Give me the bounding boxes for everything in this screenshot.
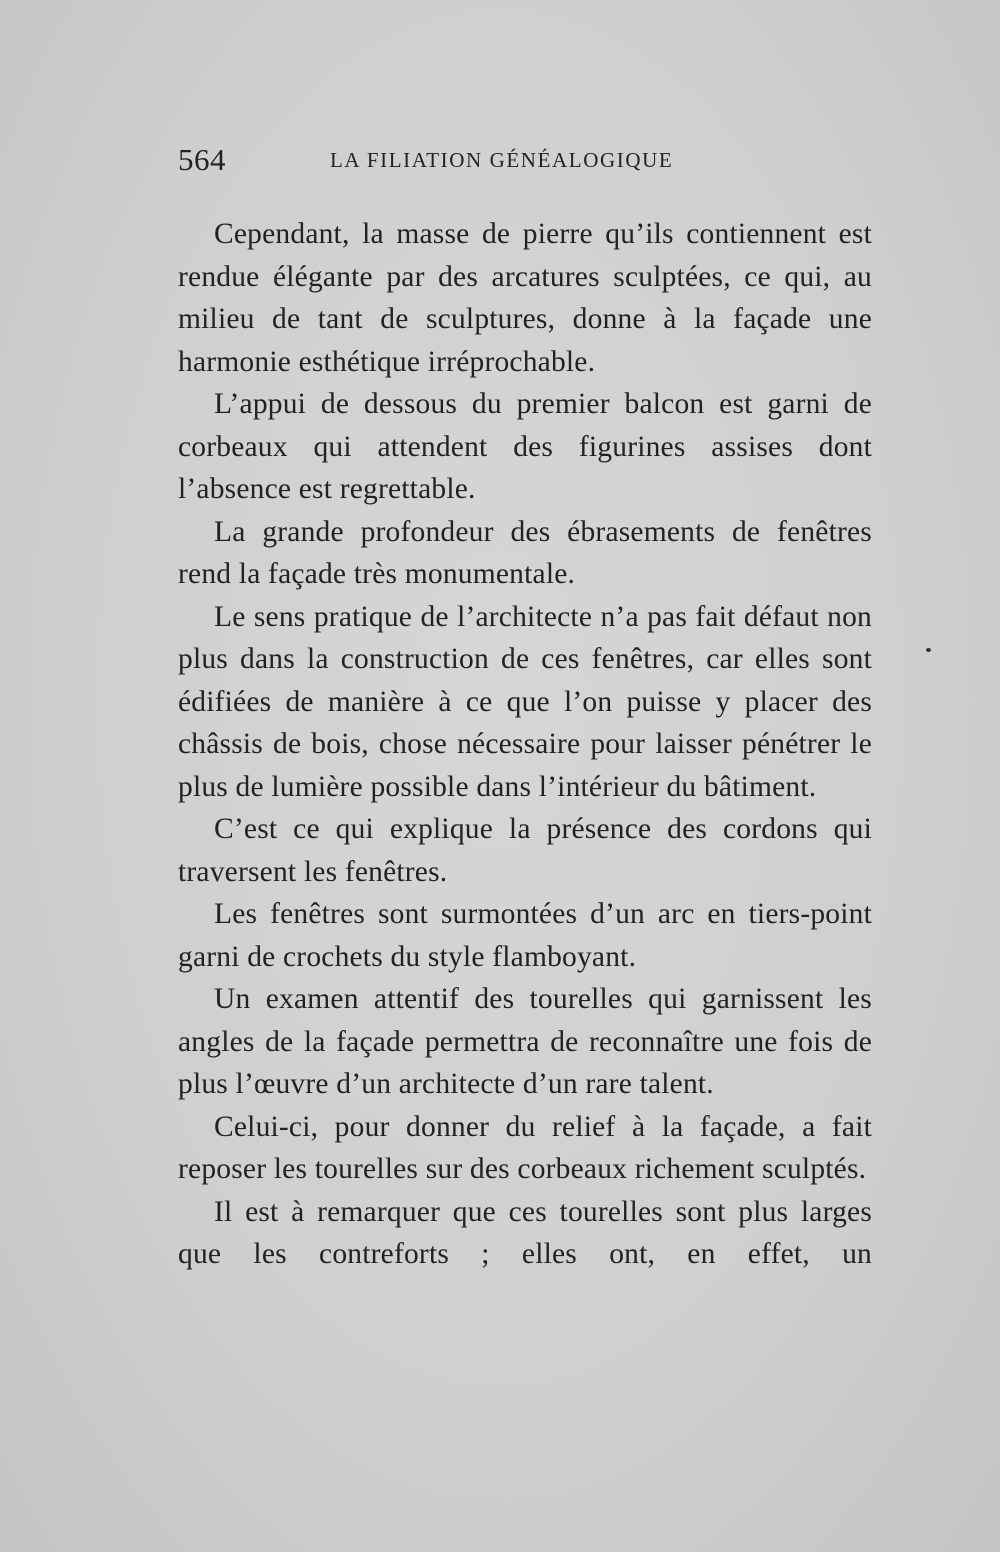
paragraph: Cependant, la masse de pierre qu’ils contiennent est rendue élégante par des arcatures sculptées, ce qui, au milieu de tant de sculptures, donne à la façade une harmonie esthétique irréprochable. <box>178 218 872 378</box>
page-number: 564 <box>178 142 226 177</box>
paragraph: Celui-ci, pour donner du relief à la façade, a fait reposer les tourelles sur des corbeaux richement sculptés. <box>178 1110 872 1185</box>
paragraph: Il est à remarquer que ces tourelles sont plus larges que les contreforts ; elles ont, en effet, un <box>178 1195 872 1270</box>
paragraph: C’est ce qui explique la présence des cordons qui traversent les fenêtres. <box>178 813 872 888</box>
paragraph: Un examen attentif des tourelles qui garnissent les angles de la façade permettra de reconnaître une fois de plus l’œuvre d’un architecte d’un rare talent. <box>178 983 872 1100</box>
running-head: LA FILIATION GÉNÉALOGIQUE <box>330 148 674 172</box>
body-text <box>178 213 872 1276</box>
paragraph: Les fenêtres sont surmontées d’un arc en tiers-point garni de crochets du style flamboyant. <box>178 898 872 973</box>
paragraph: L’appui de dessous du premier balcon est garni de corbeaux qui attendent des figurines assises dont l’absence est regrettable. <box>178 388 872 505</box>
paragraph: Le sens pratique de l’architecte n’a pas fait défaut non plus dans la construction de ces fenêtres, car elles sont édifiées de manière à ce que l’on puisse y placer des châssis de bois, chose nécessaire pour laisser pénétrer le plus de lumière possible dans l’intérieur du bâtiment. <box>178 600 872 803</box>
page-header <box>178 142 872 182</box>
ink-speck <box>926 648 931 652</box>
paragraph: La grande profondeur des ébrasements de fenêtres rend la façade très monumentale. <box>178 515 872 590</box>
